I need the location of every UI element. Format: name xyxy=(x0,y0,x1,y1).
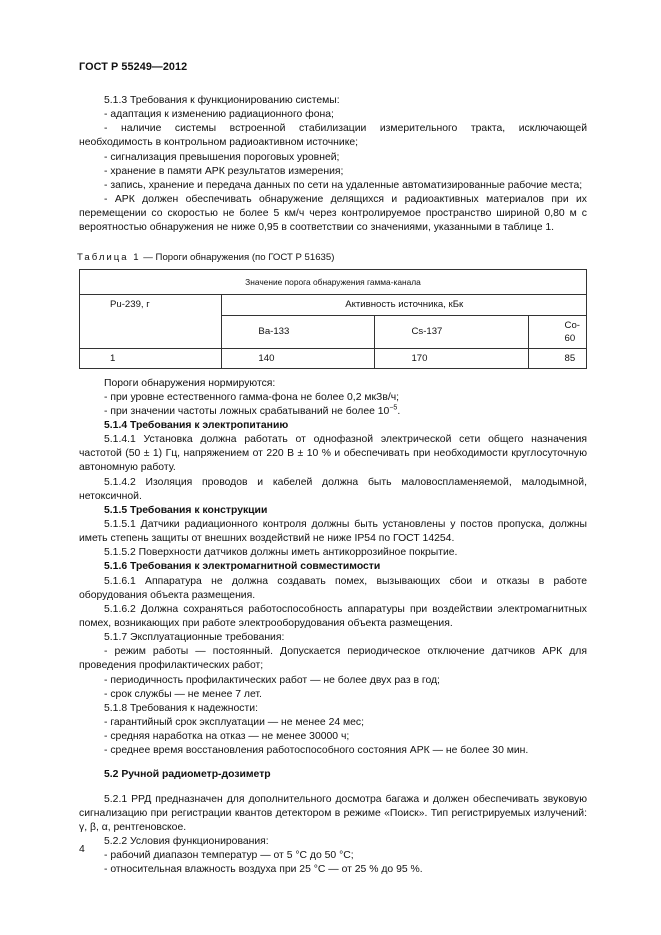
list-item xyxy=(79,405,587,419)
section-5-1-3-title: 5.1.3 Требования к функционированию системы: xyxy=(104,95,340,106)
table-cell: 1 xyxy=(80,348,222,368)
list-item: - при уровне естественного гамма-фона не более 0,2 мкЗв/ч; xyxy=(104,391,400,403)
section-5-1-8-title: 5.1.8 Требования к надежности: xyxy=(104,702,258,714)
section-5-2-title: 5.2 Ручной радиометр-дозиметр xyxy=(104,769,271,781)
section-5-1-6-title: 5.1.6 Требования к электромагнитной совместимости xyxy=(104,561,381,573)
list-item: - среднее время восстановления работоспособного состояния АРК — не более 30 мин. xyxy=(104,745,529,757)
section-5-1-5-title: 5.1.5 Требования к конструкции xyxy=(104,504,268,516)
table-cell: 85 xyxy=(528,348,586,368)
list-item: - срок службы — не менее 7 лет. xyxy=(104,688,262,700)
list-item: - запись, хранение и передача данных по сети на удаленные автоматизированные рабочие места; xyxy=(104,179,583,191)
paragraph: 5.1.6.1 Аппаратура не должна создавать помех, вызывающих сбои и отказы в работе оборудования объекта размещения. xyxy=(79,575,587,601)
list-item-suffix: . xyxy=(397,405,401,417)
isotope-header: Co-60 xyxy=(528,315,586,348)
list-item-text: - при значении частоты ложных срабатываний не более 10 xyxy=(104,405,390,417)
table-row xyxy=(80,348,587,368)
thresholds-intro: Пороги обнаружения нормируются: xyxy=(104,377,276,389)
paragraph: 5.2.1 РРД предназначен для дополнительного досмотра багажа и должен обеспечивать звуковую сигнализацию при регистрации квантов детектором в режиме «Поиск». Тип регистрируемых излучений: γ, β, α, рентгеновское. xyxy=(79,793,587,833)
table-cell: 170 xyxy=(375,348,528,368)
table-row xyxy=(80,270,587,295)
list-item: - сигнализация превышения пороговых уровней; xyxy=(104,151,340,163)
list-item: - хранение в памяти АРК результатов измерения; xyxy=(104,165,344,177)
isotope-header: Ba-133 xyxy=(222,315,375,348)
list-item: - относительная влажность воздуха при 25 °С — от 25 % до 95 %. xyxy=(104,864,423,876)
section-5-1-7-title: 5.1.7 Эксплуатационные требования: xyxy=(104,632,285,644)
paragraph: 5.1.5.2 Поверхности датчиков должны иметь антикоррозийное покрытие. xyxy=(104,547,458,559)
paragraph: 5.1.5.1 Датчики радиационного контроля должны быть установлены у постов пропуска, должны иметь степень защиты от внешних воздействий не ниже IP54 по ГОСТ 14254. xyxy=(79,519,587,545)
paragraph: 5.1.6.2 Должна сохраняться работоспособность аппаратуры при воздействии электромагнитных помех, возникающих при работе электрооборудования объекта размещения. xyxy=(79,603,587,630)
list-item: - рабочий диапазон температур — от 5 °С до 50 °С; xyxy=(104,850,354,862)
document-header: ГОСТ Р 55249—2012 xyxy=(79,61,188,73)
table-caption xyxy=(77,251,587,264)
list-item: - АРК должен обеспечивать обнаружение делящихся и радиоактивных материалов при их перемещении со скоростью не более 5 км/ч через контролируемое пространство шириной 0,80 м с вероятностью обнаружения не ниже 0,95 в соответствии со значениями, указанными в таблице 1. xyxy=(79,193,587,234)
paragraph: 5.1.4.1 Установка должна работать от однофазной электрической сети общего назначения частотой (50 ± 1) Гц, напряжением от 220 В ± 10 % и обеспечивать при необходимости круглосуточную автономную работу. xyxy=(79,434,587,474)
table-row xyxy=(80,295,587,315)
list-item: - средняя наработка на отказ — не менее 30000 ч; xyxy=(104,731,350,743)
col-pu-header: Pu-239, г xyxy=(80,295,222,348)
isotope-header: Cs-137 xyxy=(375,315,528,348)
list-item: - режим работы — постоянный. Допускается периодическое отключение датчиков АРК для проведения профилактических работ; xyxy=(79,646,587,672)
table-caption-label: Таблица 1 xyxy=(77,252,141,264)
table-top-header: Значение порога обнаружения гамма-канала xyxy=(80,270,587,295)
page-number: 4 xyxy=(79,844,85,855)
exponent: −5 xyxy=(389,404,398,412)
section-5-2-2-title: 5.2.2 Условия функционирования: xyxy=(104,836,269,847)
table-caption-text: — Пороги обнаружения (по ГОСТ Р 51635) xyxy=(140,252,335,264)
list-item: - адаптация к изменению радиационного фона; xyxy=(104,109,334,121)
list-item: - периодичность профилактических работ — не более двух раз в год; xyxy=(104,674,440,686)
table-cell: 140 xyxy=(222,348,375,368)
paragraph: 5.1.4.2 Изоляция проводов и кабелей должна быть маловоспламеняемой, малодымной, нетоксичной. xyxy=(79,476,587,502)
activity-header: Активность источника, кБк xyxy=(222,295,587,315)
list-item: - наличие системы встроенной стабилизации измерительного тракта, исключающей необходимость в контрольном радиоактивном источнике; xyxy=(79,123,587,149)
section-5-1-4-title: 5.1.4 Требования к электропитанию xyxy=(104,420,289,432)
thresholds-table xyxy=(79,269,587,368)
page-content xyxy=(79,94,587,877)
list-item: - гарантийный срок эксплуатации — не менее 24 мес; xyxy=(104,717,365,729)
